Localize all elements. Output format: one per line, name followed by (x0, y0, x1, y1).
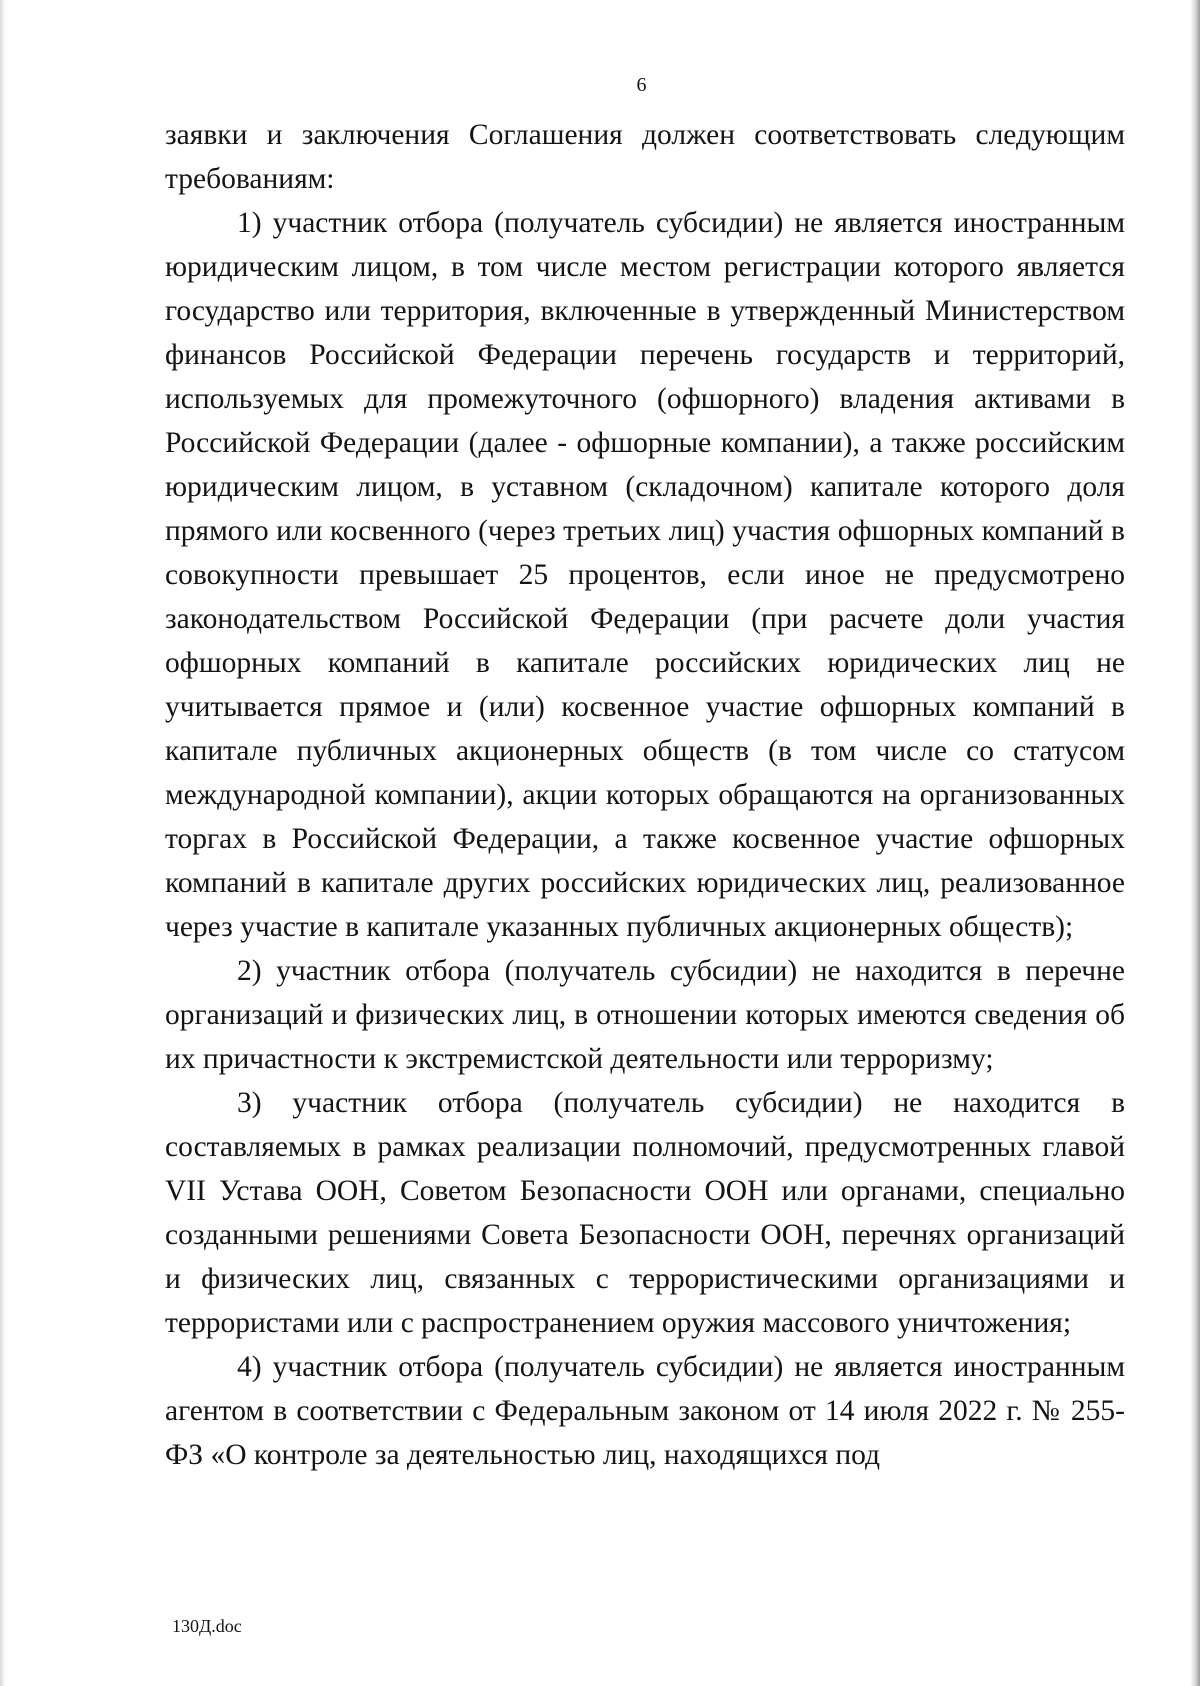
scan-edge-right (1190, 0, 1200, 1686)
scan-edge-left (0, 0, 6, 1686)
paragraph-intro: заявки и заключения Соглашения должен соответствовать следующим требованиям: (165, 119, 1125, 195)
page-number: 6 (636, 74, 647, 96)
document-body (165, 113, 1125, 1477)
paragraph-item-3: 3) участник отбора (получатель субсидии) не находится в составляемых в рамках реализации полномочий, предусмотренных главой VII Устава ООН, Советом Безопасности ООН или органами, специально созданными решениями Совета Безопасности ООН, перечнях организаций и физических лиц, связанных с террористическими организациями и террористами или с распространением оружия массового уничтожения; (165, 1087, 1125, 1339)
paragraph-item-4: 4) участник отбора (получатель субсидии) не является иностранным агентом в соответствии с Федеральным законом от 14 июля 2022 г. № 255-ФЗ «О контроле за деятельностью лиц, находящихся под (165, 1351, 1125, 1471)
paragraph-item-1: 1) участник отбора (получатель субсидии) не является иностранным юридическим лицом, в том числе местом регистрации которого является государство или территория, включенные в утвержденный Министерством финансов Российской Федерации перечень государств и территорий, используемых для промежуточного (офшорного) владения активами в Российской Федерации (далее - офшорные компании), а также российским юридическим лицом, в уставном (складочном) капитале которого доля прямого или косвенного (через третьих лиц) участия офшорных компаний в совокупности превышает 25 процентов, если иное не предусмотрено законодательством Российской Федерации (при расчете доли участия офшорных компаний в капитале российских юридических лиц не учитывается прямое и (или) косвенное участие офшорных компаний в капитале публичных акционерных обществ (в том числе со статусом международной компании), акции которых обращаются на организованных торгах в Российской Федерации, а также косвенное участие офшорных компаний в капитале других российских юридических лиц, реализованное через участие в капитале указанных публичных акционерных обществ); (165, 207, 1125, 943)
paragraph-item-2: 2) участник отбора (получатель субсидии) не находится в перечне организаций и физических лиц, в отношении которых имеются сведения об их причастности к экстремистской деятельности или терроризму; (165, 955, 1125, 1075)
footer-filename: 130Д.doc (172, 1616, 242, 1636)
